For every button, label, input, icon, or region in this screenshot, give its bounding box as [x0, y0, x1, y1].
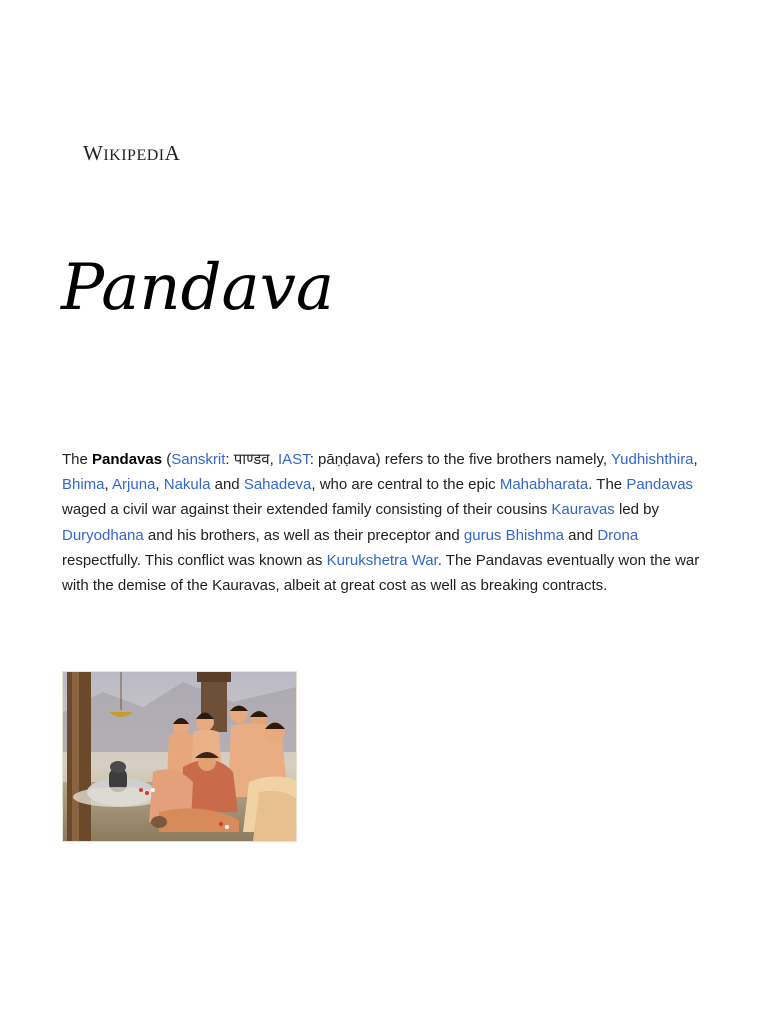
- link-drona[interactable]: Drona: [597, 526, 639, 544]
- link-yudhishthira[interactable]: Yudhishthira: [610, 451, 694, 468]
- link-bhishma[interactable]: Bhishma: [505, 526, 564, 544]
- link-duryodhana[interactable]: Duryodhana: [62, 526, 144, 544]
- article-intro: [62, 447, 710, 598]
- link-pandavas[interactable]: Pandavas: [626, 476, 694, 494]
- pandava-painting-image: [63, 672, 296, 841]
- page-title: Pandava: [61, 251, 334, 325]
- wordmark-final: A: [164, 141, 181, 165]
- link-bhima[interactable]: Bhima: [62, 476, 105, 494]
- wikipedia-wordmark[interactable]: [83, 141, 180, 166]
- link-sahadeva[interactable]: Sahadeva: [243, 476, 312, 494]
- bold-term: Pandavas: [92, 451, 163, 468]
- link-nakula[interactable]: Nakula: [163, 476, 211, 494]
- link-iast[interactable]: IAST: [278, 451, 310, 468]
- wordmark-middle: IKIPEDI: [103, 147, 165, 164]
- link-sanskrit[interactable]: Sanskrit: [171, 451, 226, 468]
- link-gurus[interactable]: gurus: [463, 526, 502, 544]
- wordmark-initial: W: [83, 141, 104, 165]
- intro-paragraph: The Pandavas (Sanskrit: पाण्डव, IAST: pāṇḍava) refers to the five brothers namely, Yudhishthira, Bhima, Arjuna, Nakula and Sahadeva, who are central to the epic Mahabharata. The Pandavas waged a civil war against their extended family consisting of their cousins Kauravas led by Duryodhana and his brothers, as well as their preceptor and gurus Bhishma and Drona respectfully. This conflict was known as Kurukshetra War. The Pandavas eventually won the war with the demise of the Kauravas, albeit at great cost as well as breaking contracts.: [62, 451, 700, 595]
- link-kauravas[interactable]: Kauravas: [551, 501, 615, 519]
- link-mahabharata[interactable]: Mahabharata: [499, 476, 589, 494]
- link-arjuna[interactable]: Arjuna: [112, 476, 156, 494]
- link-kurukshetra-war[interactable]: Kurukshetra War: [326, 551, 438, 569]
- article-image[interactable]: [62, 671, 297, 842]
